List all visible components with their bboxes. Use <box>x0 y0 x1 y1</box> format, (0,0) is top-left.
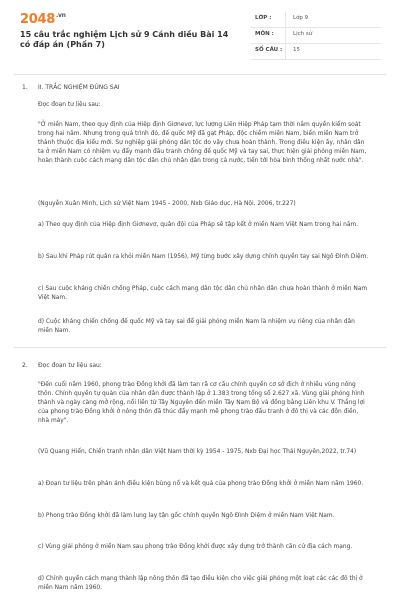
meta-label: SỐ CÂU : <box>255 47 283 53</box>
answer-option-b: b) Sau khi Pháp rút quân ra khỏi miền Nam (1956), Mỹ từng bước xây dựng chính quyền tay sai Ngô Đình Diệm. <box>38 254 369 260</box>
page-title: 15 câu trắc nghiệm Lịch sử 9 Cánh diều Bài 14 có đáp án (Phần 7) <box>20 30 229 49</box>
answer-option-c: c) Vùng giải phóng ở miền Nam sau phong trào Đồng khởi được xây dựng trở thành căn cứ địa cách mạng. <box>38 544 353 550</box>
question-passage: "Đến cuối năm 1960, phong trào Đồng khởi đã làm tan rã cơ cấu chính quyền cơ sở địch ở nhiều vùng nông thôn. Chính quyền tự quản của nhân dân được thành lập ở 1.383 trong tổng số 2.627 xã. Vùng giải phóng hình thành và ngày càng mở rộng, nối liền từ Tây Nguyên đến miền Tây Nam Bộ và đồng bằng Liên khu V. Thắng lợi của phong trào Đồng khởi ở nông thôn đã thúc đẩy mạnh mẽ phong trào đấu tranh ở đô thị và các đồn điền, nhà máy". <box>38 382 365 424</box>
answer-option-c: c) Sau cuộc kháng chiến chống Pháp, cuộc cách mạng dân tộc dân chủ nhân dân chưa hoàn thành ở miền Nam Việt Nam. <box>38 286 368 301</box>
divider <box>14 74 386 75</box>
question-number: 1. <box>22 84 28 91</box>
meta-row-class <box>251 12 381 28</box>
meta-value: Lịch sử <box>293 31 313 37</box>
question-number: 2. <box>22 362 28 369</box>
question-intro: Đọc đoạn tư liệu sau: <box>38 362 102 369</box>
answer-option-d: d) Cuộc kháng chiến chống đế quốc Mỹ và tay sai để giải phóng miền Nam là nhiệm vụ riêng của nhân dân miền Nam. <box>38 319 355 334</box>
question-intro: Đọc đoạn tư liệu sau: <box>38 102 101 108</box>
page-header <box>0 0 400 66</box>
meta-label: MÔN : <box>255 31 274 37</box>
passage-source: (Nguyễn Xuân Minh, Lịch sử Việt Nam 1945 - 2000, Nxb Giáo dục, Hà Nội, 2006, tr.227) <box>38 201 296 207</box>
meta-value: Lớp 9 <box>293 15 309 21</box>
site-logo[interactable] <box>20 12 66 27</box>
logo-text: 2048 <box>20 12 55 27</box>
meta-label: LỚP : <box>255 15 272 21</box>
answer-option-a: a) Theo quy định của Hiệp định Giơnevơ, quân đội của Pháp sẽ tập kết ở miền Nam Việt Nam trong hai năm. <box>38 222 359 228</box>
answer-option-b: b) Phong trào Đồng khởi đã làm lung lay tận gốc chính quyền Ngô Đình Diệm ở miền Nam Việt Nam. <box>38 513 335 519</box>
meta-value: 15 <box>293 47 300 53</box>
meta-table <box>251 12 381 60</box>
divider <box>14 347 386 348</box>
meta-row-count <box>251 44 381 60</box>
section-heading: II. TRẮC NGHIỆM ĐÚNG SAI <box>38 84 120 91</box>
passage-source: (Vũ Quang Hiển, Chiến tranh nhân dân Việt Nam thời kỳ 1954 - 1975, Nxb Đại học Thái Nguyên,2022, tr.74) <box>38 449 357 455</box>
logo-suffix: .vn <box>55 12 66 19</box>
question-passage: "Ở miền Nam, theo quy định của Hiệp định Giơnevơ, lực lượng Liên Hiệp Pháp tạm thời nắm quyền kiểm soát trong hai năm. Nhưng trong quá trình đó, đế quốc Mỹ đã gạt Pháp, độc chiếm miền Nam, biến miền Nam trở thành thuộc địa kiểu mới. Sự nghiệp giải phóng dân tộc do vậy chưa hoàn thành. Trong điều kiện ấy, nhân dân ta ở miền Nam có nhiệm vụ đẩy mạnh đấu tranh chống đế quốc Mỹ và tay sai, thực hiện giải phóng miền Nam, hoàn thành cuộc cách mạng dân tộc dân chủ nhân dân trong cả nước, tiến tới hòa bình thống nhất nước nhà". <box>38 122 367 164</box>
answer-option-d: d) Chính quyền cách mạng thành lập nông thôn đã tạo điều kiện cho việc giải phóng một loạt các các đô thị ở miền Nam năm 1960. <box>38 576 363 591</box>
meta-row-subject <box>251 28 381 44</box>
answer-option-a: a) Đoạn tư liệu trên phản ánh điều kiện bùng nổ và kết quả của phong trào Đồng khởi ở miền Nam năm 1960. <box>38 481 364 487</box>
